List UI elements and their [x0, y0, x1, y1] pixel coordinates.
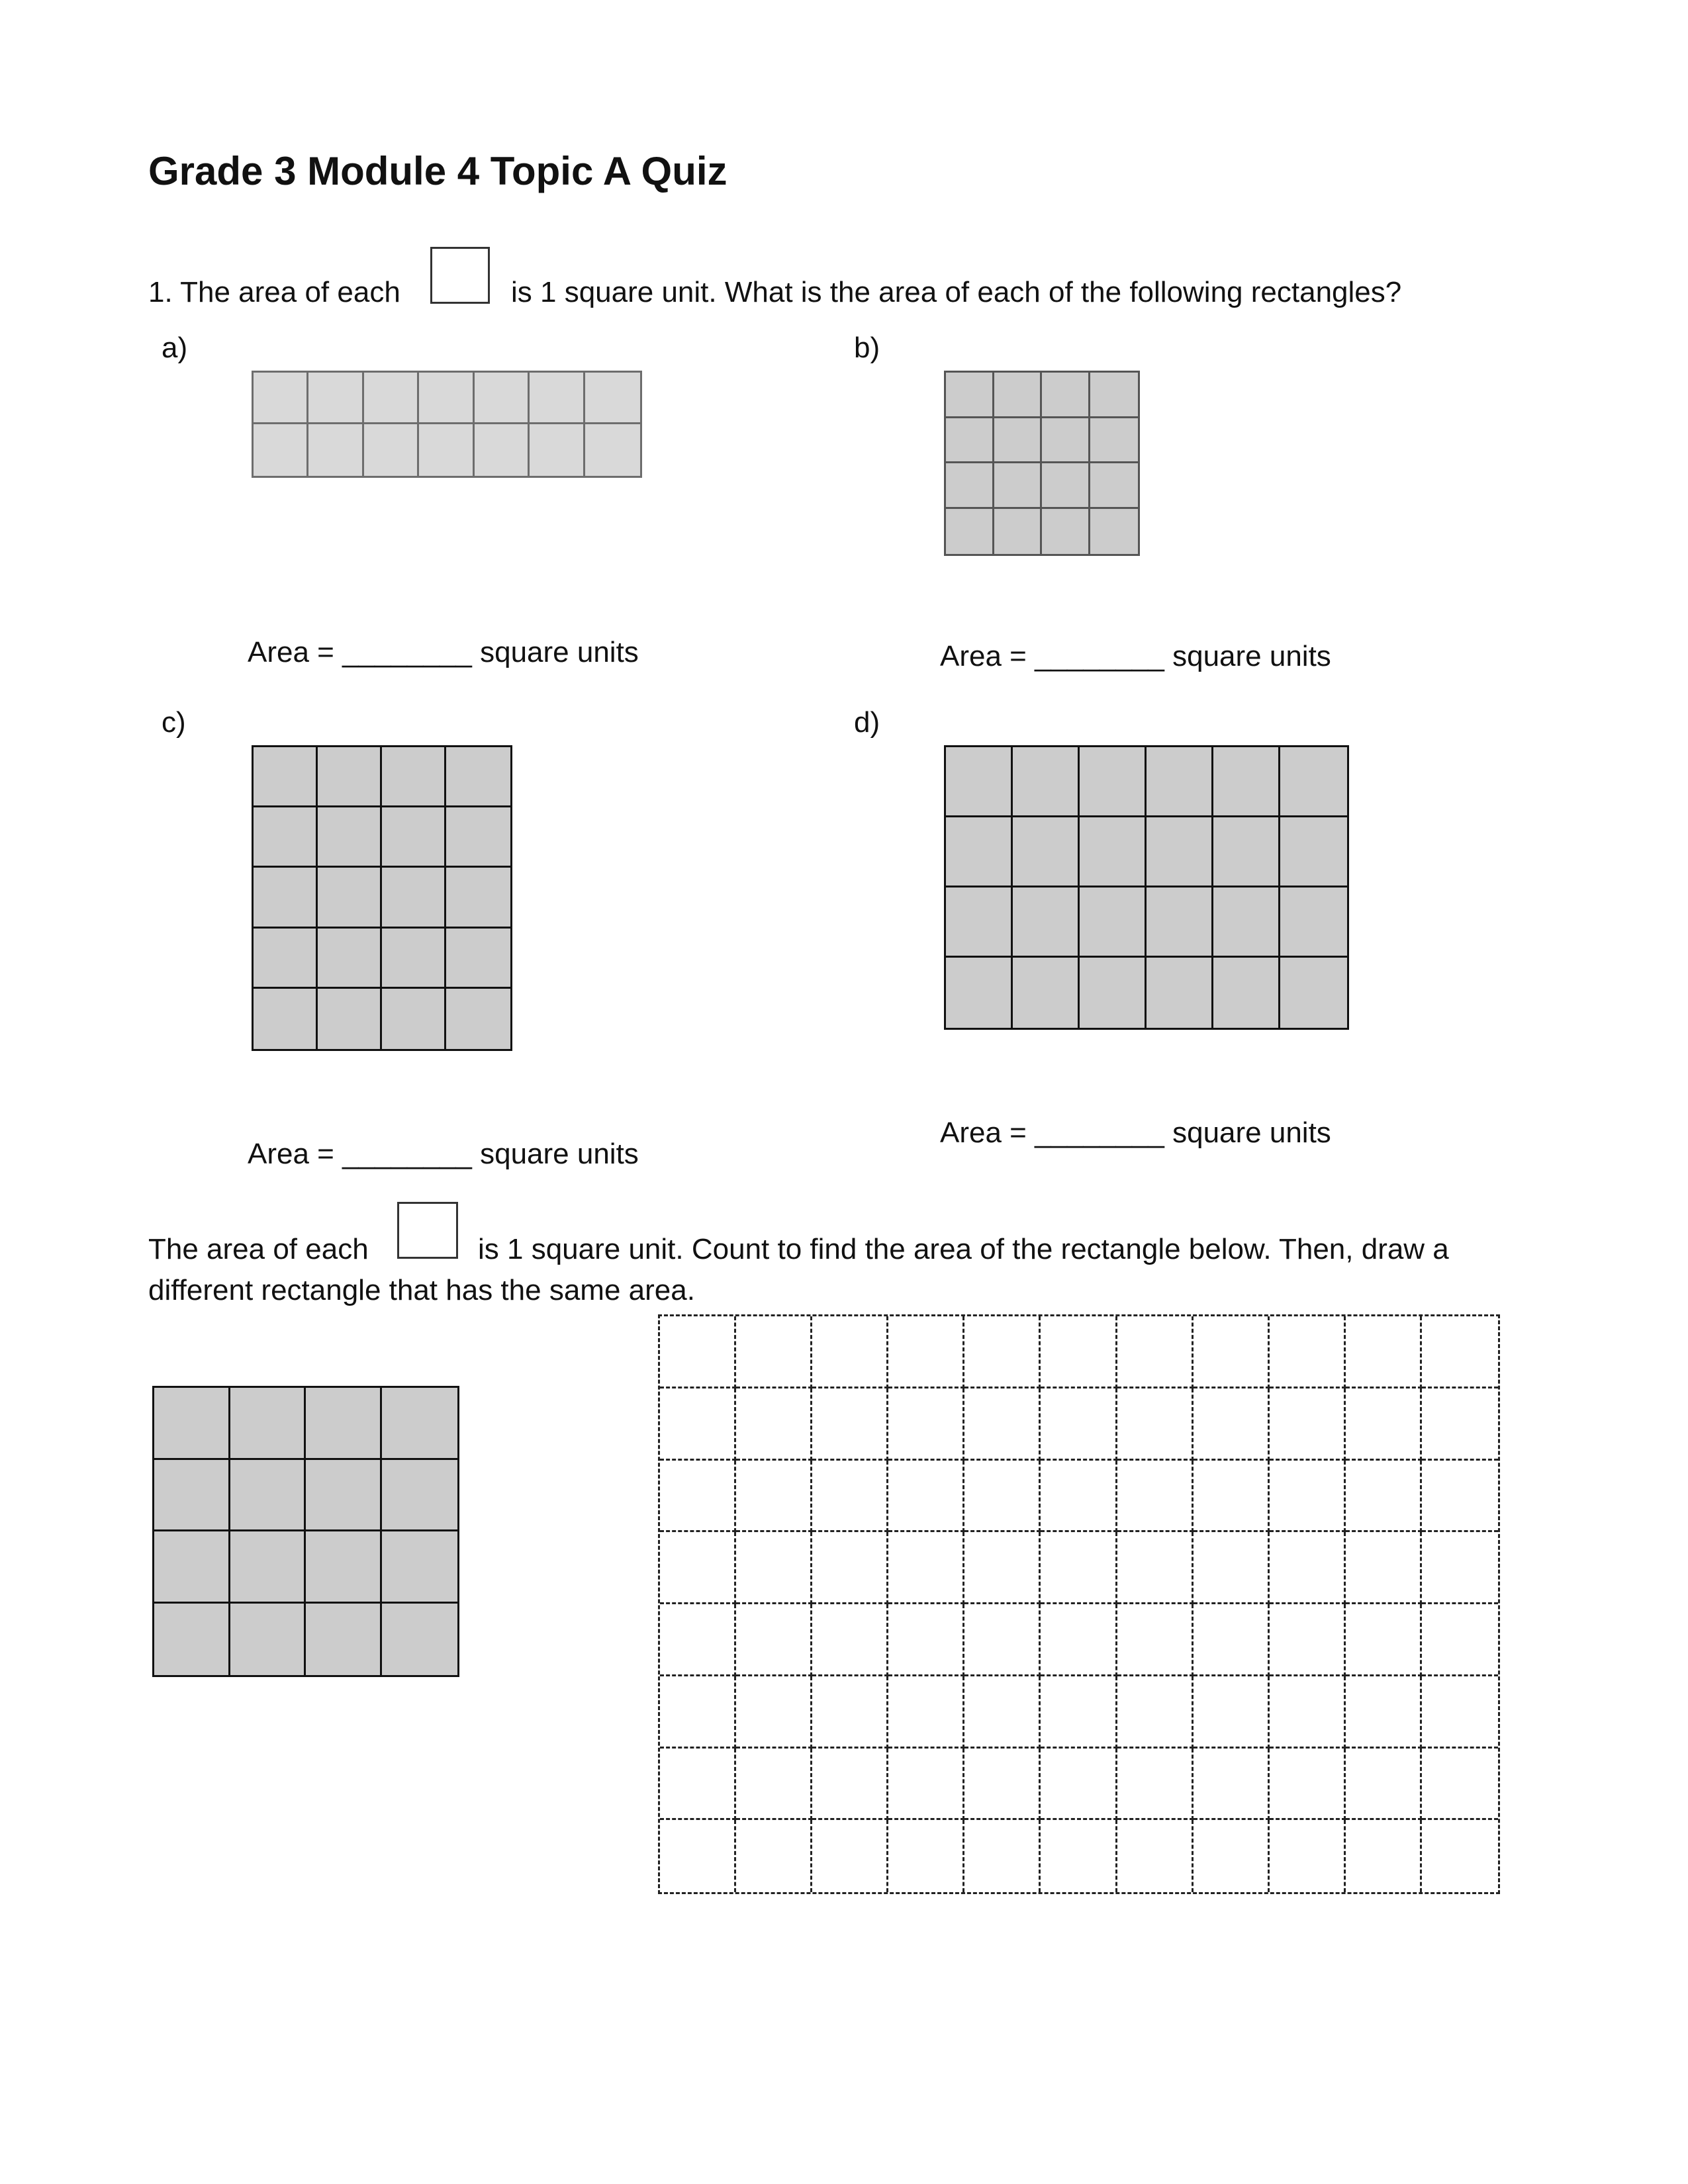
- drawing-grid-cell[interactable]: [1117, 1604, 1194, 1676]
- unit-square: [446, 989, 510, 1049]
- part-b-answer: [940, 639, 1331, 674]
- unit-square: [1013, 887, 1080, 958]
- drawing-grid-cell[interactable]: [1041, 1532, 1117, 1604]
- unit-square: [994, 463, 1043, 509]
- unit-square: [946, 747, 1013, 817]
- drawing-grid-cell[interactable]: [1194, 1820, 1270, 1892]
- unit-square: [1080, 887, 1147, 958]
- drawing-grid-cell[interactable]: [1270, 1749, 1346, 1821]
- drawing-grid-cell[interactable]: [812, 1676, 888, 1749]
- unit-square: [1213, 958, 1280, 1028]
- unit-square: [446, 868, 510, 928]
- drawing-grid-cell[interactable]: [660, 1388, 736, 1461]
- unit-square: [230, 1460, 306, 1532]
- unit-square: [254, 747, 318, 807]
- drawing-grid-cell[interactable]: [660, 1749, 736, 1821]
- unit-square: [382, 747, 446, 807]
- unit-square: [1013, 817, 1080, 887]
- unit-square: [382, 929, 446, 989]
- drawing-grid-cell[interactable]: [660, 1532, 736, 1604]
- q2-prompt-prefix: The area of each: [148, 1233, 369, 1265]
- q1-prompt-prefix: 1. The area of each: [148, 276, 400, 308]
- unit-square: [1147, 747, 1213, 817]
- drawing-grid-cell[interactable]: [660, 1676, 736, 1749]
- unit-square: [306, 1531, 382, 1604]
- rectangle-c: [252, 745, 512, 1051]
- unit-square: [1280, 817, 1347, 887]
- area-answer-blank[interactable]: ________: [342, 636, 472, 668]
- unit-square: [318, 807, 382, 868]
- drawing-grid-cell[interactable]: [964, 1461, 1041, 1533]
- drawing-grid-cell[interactable]: [1422, 1316, 1498, 1388]
- page-title: Grade 3 Module 4 Topic A Quiz: [148, 149, 727, 193]
- unit-square: [364, 424, 419, 476]
- rectangle-b: [944, 371, 1140, 556]
- drawing-grid-cell[interactable]: [1194, 1316, 1270, 1388]
- unit-square: [946, 373, 994, 418]
- unit-square: [318, 868, 382, 928]
- area-label: Area =: [248, 636, 334, 668]
- unit-square: [1090, 509, 1139, 555]
- unit-square: [364, 373, 419, 424]
- drawing-grid-cell[interactable]: [1270, 1604, 1346, 1676]
- unit-square: [1080, 817, 1147, 887]
- drawing-grid-cell[interactable]: [888, 1461, 964, 1533]
- q2-prompt-line2: different rectangle that has the same area.: [148, 1274, 695, 1306]
- q1-prompt-suffix: is 1 square unit. What is the area of each of the following rectangles?: [511, 276, 1402, 308]
- unit-square: [306, 1388, 382, 1460]
- unit-square: [1147, 887, 1213, 958]
- unit-square: [382, 868, 446, 928]
- unit-square: [382, 1604, 458, 1676]
- drawing-grid-cell[interactable]: [1194, 1388, 1270, 1461]
- drawing-grid-cell[interactable]: [964, 1676, 1041, 1749]
- drawing-grid-cell[interactable]: [1117, 1676, 1194, 1749]
- drawing-grid-cell[interactable]: [812, 1316, 888, 1388]
- unit-square: [382, 1531, 458, 1604]
- unit-square: [1147, 817, 1213, 887]
- drawing-grid-cell[interactable]: [660, 1604, 736, 1676]
- unit-square: [382, 1460, 458, 1532]
- drawing-grid-cell[interactable]: [736, 1604, 812, 1676]
- unit-square: [946, 463, 994, 509]
- drawing-grid-cell[interactable]: [964, 1532, 1041, 1604]
- drawing-grid-cell[interactable]: [1041, 1676, 1117, 1749]
- unit-square: [382, 989, 446, 1049]
- drawing-grid-cell[interactable]: [1422, 1388, 1498, 1461]
- drawing-grid-cell[interactable]: [1117, 1316, 1194, 1388]
- unit-square: [306, 1604, 382, 1676]
- drawing-grid-cell[interactable]: [1270, 1820, 1346, 1892]
- unit-square: [946, 418, 994, 464]
- drawing-grid-cell[interactable]: [736, 1820, 812, 1892]
- drawing-grid-cell[interactable]: [1041, 1388, 1117, 1461]
- unit-square: [230, 1531, 306, 1604]
- unit-square: [1042, 509, 1090, 555]
- unit-square: [475, 424, 530, 476]
- unit-square: [318, 989, 382, 1049]
- drawing-grid-cell[interactable]: [1194, 1749, 1270, 1821]
- unit-square: [382, 807, 446, 868]
- unit-square: [419, 424, 474, 476]
- area-label: Area =: [940, 640, 1027, 672]
- part-b-label: b): [854, 332, 880, 364]
- unit-square: [1280, 958, 1347, 1028]
- unit-square: [308, 373, 363, 424]
- drawing-grid-cell[interactable]: [1270, 1316, 1346, 1388]
- unit-square: [318, 929, 382, 989]
- part-a-label: a): [162, 332, 188, 364]
- drawing-grid-cell[interactable]: [964, 1749, 1041, 1821]
- drawing-grid-cell[interactable]: [888, 1604, 964, 1676]
- drawing-grid-cell[interactable]: [1422, 1532, 1498, 1604]
- q2-prompt-suffix: is 1 square unit. Count to find the area of the rectangle below. Then, draw a: [478, 1233, 1449, 1265]
- unit-square: [1042, 418, 1090, 464]
- drawing-grid-cell[interactable]: [1270, 1676, 1346, 1749]
- unit-square: [254, 373, 308, 424]
- unit-square: [994, 509, 1043, 555]
- unit-square-icon: [430, 247, 490, 304]
- drawing-grid-cell[interactable]: [1422, 1604, 1498, 1676]
- drawing-grid-cell[interactable]: [1422, 1461, 1498, 1533]
- area-label: Area =: [248, 1138, 334, 1170]
- unit-square: [254, 989, 318, 1049]
- drawing-grid-cell[interactable]: [1041, 1604, 1117, 1676]
- unit-square: [585, 424, 640, 476]
- area-units: square units: [480, 1138, 639, 1170]
- drawing-grid[interactable]: [658, 1314, 1500, 1894]
- unit-square: [1090, 463, 1139, 509]
- drawing-grid-cell[interactable]: [888, 1820, 964, 1892]
- drawing-grid-cell[interactable]: [736, 1461, 812, 1533]
- drawing-grid-cell[interactable]: [736, 1388, 812, 1461]
- drawing-grid-cell[interactable]: [1346, 1749, 1422, 1821]
- drawing-grid-cell[interactable]: [1117, 1749, 1194, 1821]
- unit-square: [1080, 747, 1147, 817]
- drawing-grid-cell[interactable]: [1346, 1820, 1422, 1892]
- area-units: square units: [1172, 640, 1331, 672]
- drawing-grid-cell[interactable]: [1422, 1676, 1498, 1749]
- unit-square: [308, 424, 363, 476]
- drawing-grid-cell[interactable]: [1194, 1676, 1270, 1749]
- drawing-grid-cell[interactable]: [1346, 1676, 1422, 1749]
- unit-square: [1213, 747, 1280, 817]
- drawing-grid-cell[interactable]: [812, 1461, 888, 1533]
- area-answer-blank[interactable]: ________: [342, 1138, 472, 1170]
- drawing-grid-cell[interactable]: [812, 1388, 888, 1461]
- part-d-label: d): [854, 706, 880, 739]
- drawing-grid-cell[interactable]: [964, 1820, 1041, 1892]
- drawing-grid-cell[interactable]: [1346, 1604, 1422, 1676]
- drawing-grid-cell[interactable]: [1422, 1820, 1498, 1892]
- drawing-grid-cell[interactable]: [1270, 1461, 1346, 1533]
- unit-square: [530, 424, 585, 476]
- drawing-grid-cell[interactable]: [812, 1604, 888, 1676]
- part-c-answer: [248, 1137, 639, 1171]
- unit-square: [419, 373, 474, 424]
- drawing-grid-cell[interactable]: [736, 1316, 812, 1388]
- rectangle-count: [152, 1386, 459, 1677]
- unit-square: [254, 868, 318, 928]
- unit-square: [1042, 463, 1090, 509]
- unit-square: [154, 1388, 230, 1460]
- drawing-grid-cell[interactable]: [1117, 1461, 1194, 1533]
- drawing-grid-cell[interactable]: [660, 1316, 736, 1388]
- area-units: square units: [1172, 1116, 1331, 1149]
- unit-square: [994, 418, 1043, 464]
- drawing-grid-cell[interactable]: [736, 1532, 812, 1604]
- unit-square: [1013, 747, 1080, 817]
- unit-square: [1042, 373, 1090, 418]
- drawing-grid-cell[interactable]: [1270, 1532, 1346, 1604]
- area-answer-blank[interactable]: ________: [1035, 640, 1164, 672]
- drawing-grid-cell[interactable]: [660, 1820, 736, 1892]
- unit-square: [254, 807, 318, 868]
- rectangle-a: [252, 371, 642, 478]
- drawing-grid-cell[interactable]: [1422, 1749, 1498, 1821]
- unit-square: [318, 747, 382, 807]
- unit-square: [1090, 418, 1139, 464]
- unit-square: [254, 929, 318, 989]
- unit-square: [1213, 887, 1280, 958]
- unit-square: [230, 1604, 306, 1676]
- unit-square: [154, 1531, 230, 1604]
- unit-square: [446, 807, 510, 868]
- drawing-grid-cell[interactable]: [1346, 1532, 1422, 1604]
- unit-square: [946, 817, 1013, 887]
- drawing-grid-cell[interactable]: [888, 1532, 964, 1604]
- drawing-grid-cell[interactable]: [1117, 1532, 1194, 1604]
- drawing-grid-cell[interactable]: [1041, 1461, 1117, 1533]
- drawing-grid-cell[interactable]: [888, 1388, 964, 1461]
- unit-square: [1080, 958, 1147, 1028]
- unit-square: [1280, 887, 1347, 958]
- drawing-grid-cell[interactable]: [964, 1604, 1041, 1676]
- unit-square-icon: [397, 1202, 458, 1259]
- unit-square: [446, 747, 510, 807]
- unit-square: [946, 887, 1013, 958]
- drawing-grid-cell[interactable]: [736, 1749, 812, 1821]
- drawing-grid-cell[interactable]: [964, 1316, 1041, 1388]
- part-d-answer: [940, 1116, 1331, 1150]
- drawing-grid-cell[interactable]: [888, 1316, 964, 1388]
- unit-square: [946, 509, 994, 555]
- drawing-grid-cell[interactable]: [1117, 1388, 1194, 1461]
- drawing-grid-cell[interactable]: [1041, 1749, 1117, 1821]
- area-answer-blank[interactable]: ________: [1035, 1116, 1164, 1149]
- drawing-grid-cell[interactable]: [1117, 1820, 1194, 1892]
- drawing-grid-cell[interactable]: [812, 1820, 888, 1892]
- unit-square: [306, 1460, 382, 1532]
- unit-square: [446, 929, 510, 989]
- unit-square: [475, 373, 530, 424]
- drawing-grid-cell[interactable]: [1346, 1388, 1422, 1461]
- drawing-grid-cell[interactable]: [660, 1461, 736, 1533]
- unit-square: [254, 424, 308, 476]
- area-label: Area =: [940, 1116, 1027, 1149]
- part-c-label: c): [162, 706, 186, 739]
- unit-square: [1090, 373, 1139, 418]
- drawing-grid-cell[interactable]: [1194, 1532, 1270, 1604]
- unit-square: [585, 373, 640, 424]
- drawing-grid-cell[interactable]: [1194, 1461, 1270, 1533]
- drawing-grid-cell[interactable]: [812, 1532, 888, 1604]
- unit-square: [154, 1604, 230, 1676]
- drawing-grid-cell[interactable]: [736, 1676, 812, 1749]
- drawing-grid-cell[interactable]: [1270, 1388, 1346, 1461]
- drawing-grid-cell[interactable]: [1346, 1316, 1422, 1388]
- unit-square: [1213, 817, 1280, 887]
- unit-square: [530, 373, 585, 424]
- rectangle-d: [944, 745, 1349, 1030]
- drawing-grid-cell[interactable]: [1194, 1604, 1270, 1676]
- unit-square: [1013, 958, 1080, 1028]
- unit-square: [994, 373, 1043, 418]
- drawing-grid-cell[interactable]: [888, 1749, 964, 1821]
- drawing-grid-cell[interactable]: [1041, 1316, 1117, 1388]
- area-units: square units: [480, 636, 639, 668]
- unit-square: [946, 958, 1013, 1028]
- unit-square: [382, 1388, 458, 1460]
- drawing-grid-cell[interactable]: [1346, 1461, 1422, 1533]
- drawing-grid-cell[interactable]: [812, 1749, 888, 1821]
- drawing-grid-cell[interactable]: [888, 1676, 964, 1749]
- unit-square: [1147, 958, 1213, 1028]
- drawing-grid-cell[interactable]: [964, 1388, 1041, 1461]
- drawing-grid-cell[interactable]: [1041, 1820, 1117, 1892]
- unit-square: [154, 1460, 230, 1532]
- unit-square: [230, 1388, 306, 1460]
- part-a-answer: [248, 635, 639, 670]
- unit-square: [1280, 747, 1347, 817]
